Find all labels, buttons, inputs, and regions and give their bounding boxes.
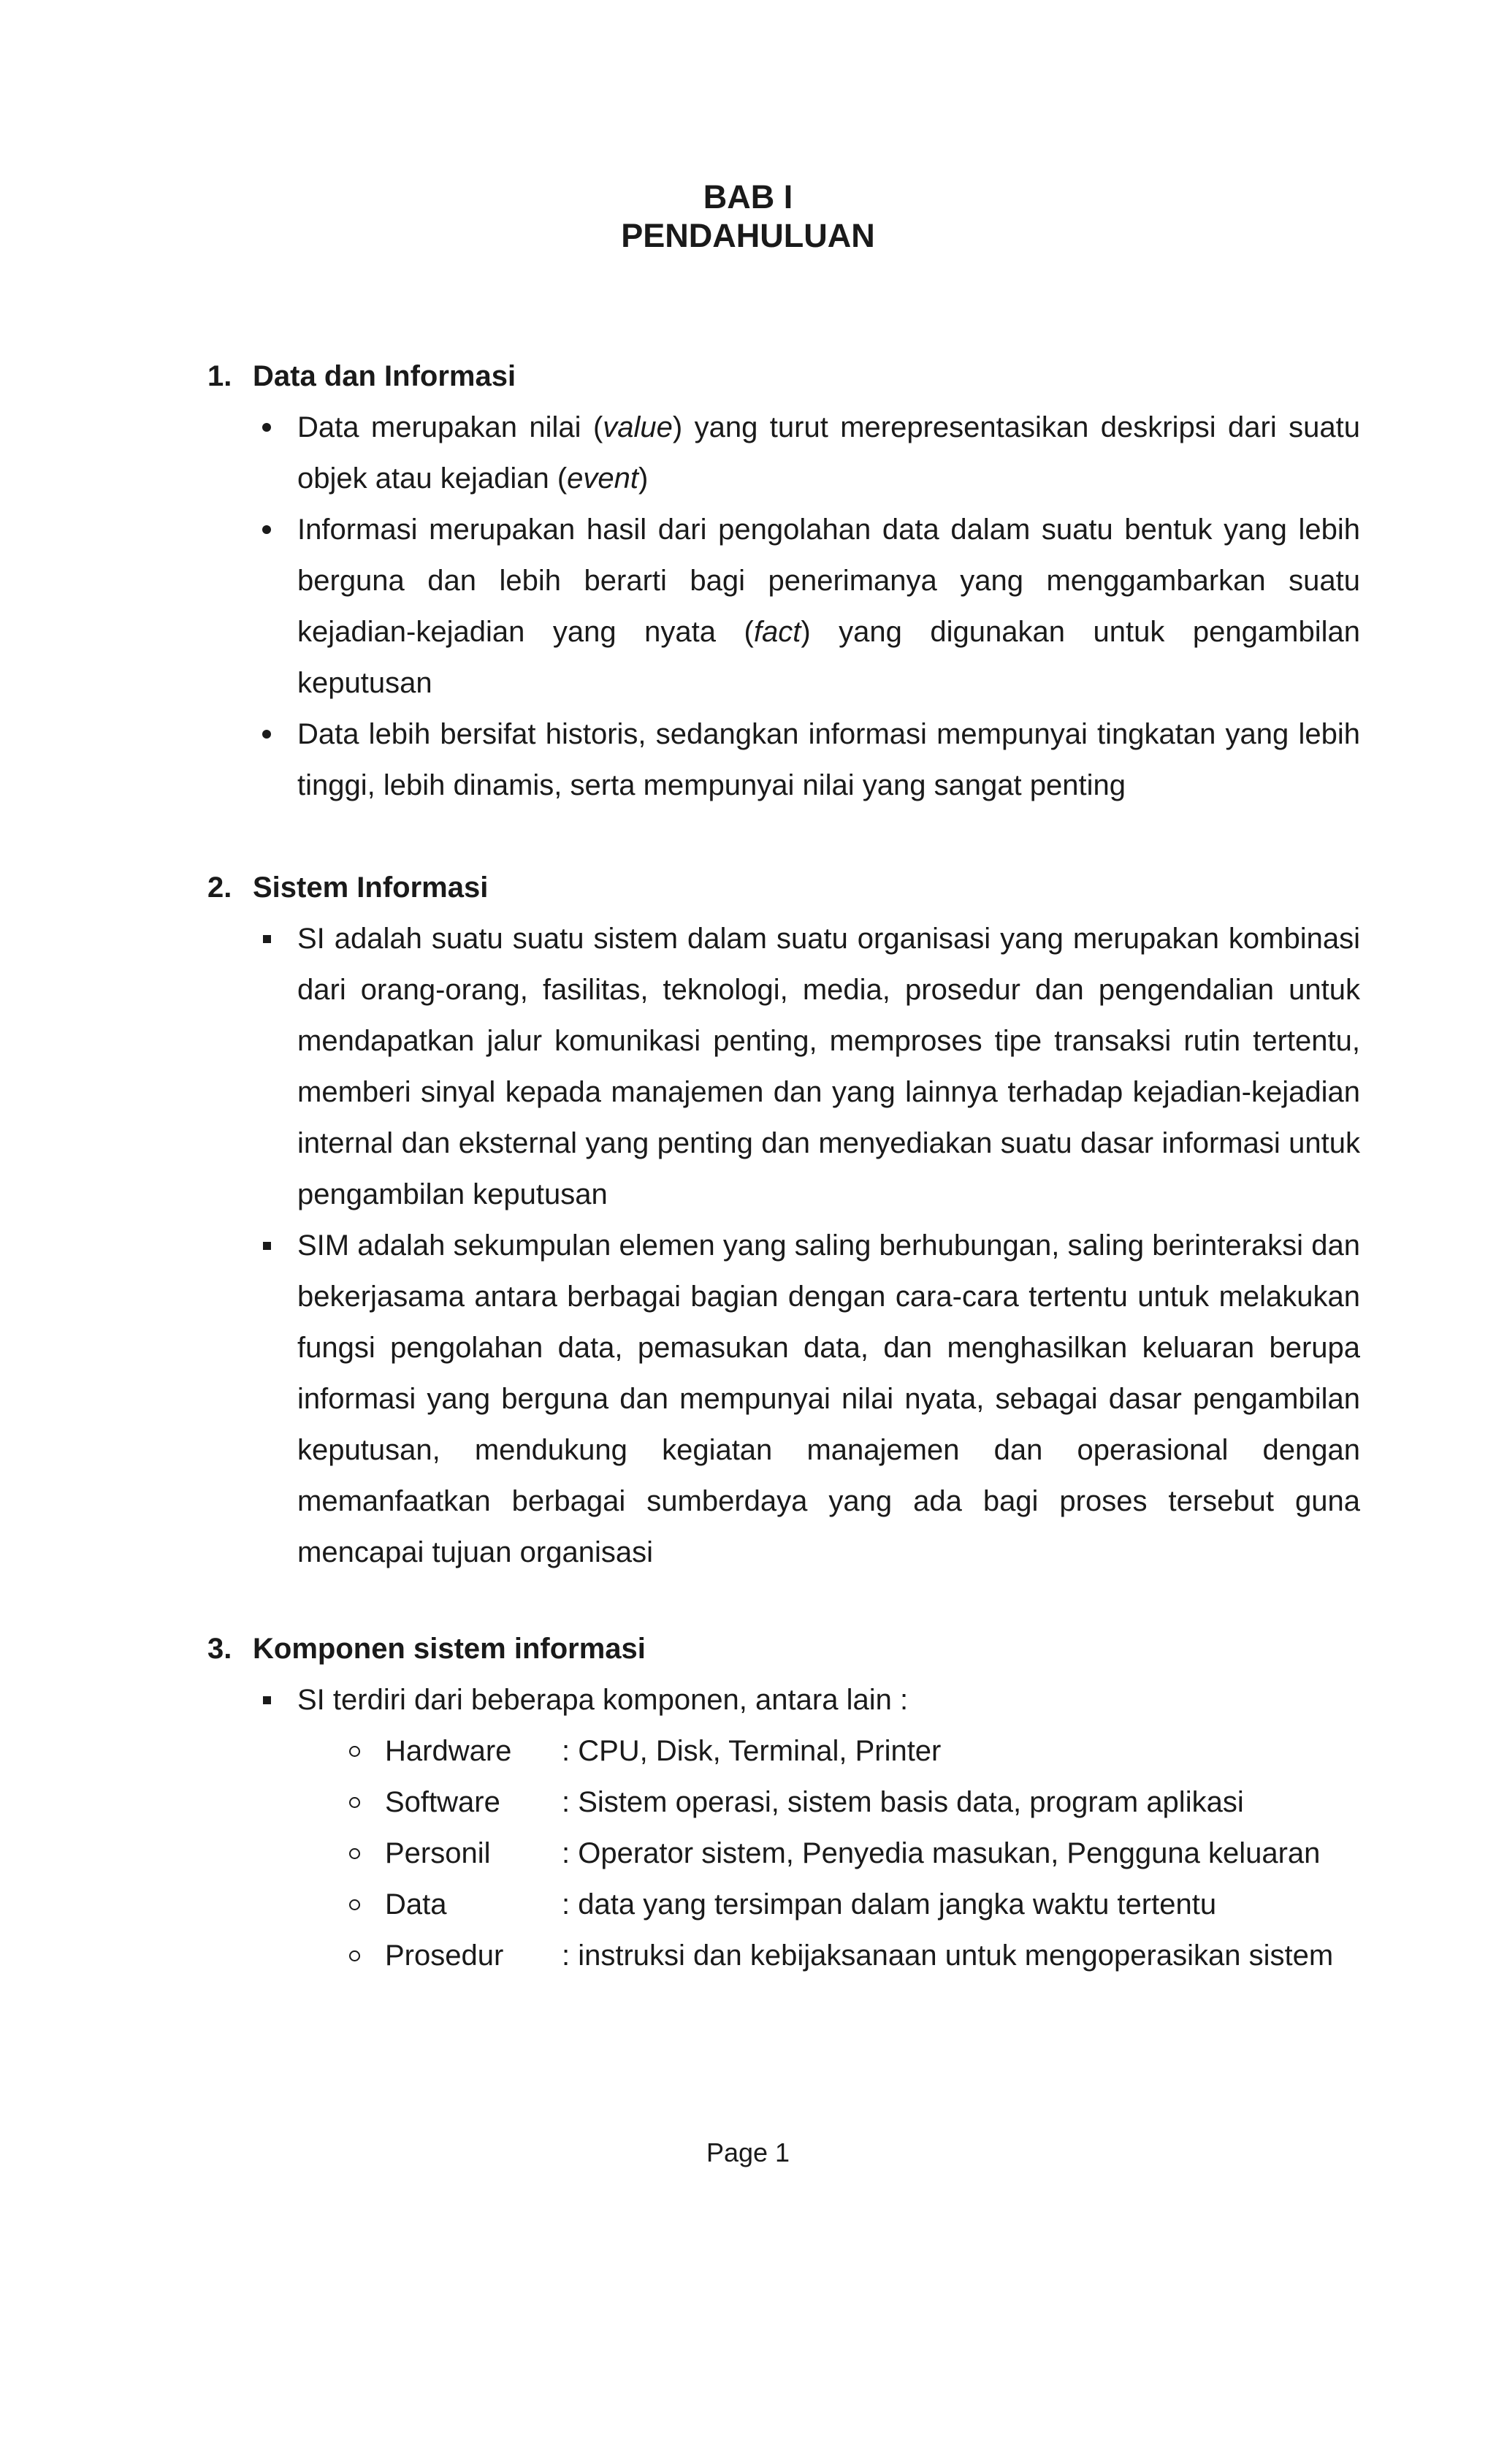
bullet-dot-icon xyxy=(252,504,281,555)
bullet-square-icon xyxy=(252,913,281,964)
component-label: Personil xyxy=(385,1837,491,1869)
bullet-circle-icon xyxy=(340,1725,369,1777)
component-label: Prosedur xyxy=(385,1939,504,1972)
component-row-software xyxy=(385,1777,1244,1828)
component-label: Data xyxy=(385,1888,447,1921)
list-item: SI adalah suatu suatu sistem dalam suatu organisasi yang merupakan kombinasi dari orang-orang, fasilitas, teknologi, media, prosedur dan pengendalian untuk mendapatkan jalur komunikasi penting, memproses tipe transaksi rutin tertentu, memberi sinyal kepada manajemen dan yang lainnya terhadap kejadian-kejadian internal dan eksternal yang penting dan menyediakan suatu dasar informasi untuk pengambilan keputusan xyxy=(297,913,1360,1220)
list-item: SI terdiri dari beberapa komponen, antara lain : xyxy=(297,1674,1360,1725)
section-heading-2 xyxy=(207,869,488,906)
bullet-circle-icon xyxy=(340,1777,369,1828)
component-desc: : CPU, Disk, Terminal, Printer xyxy=(562,1735,942,1767)
component-desc: : instruksi dan kebijaksanaan untuk mengoperasikan sistem xyxy=(562,1939,1334,1972)
section-heading-text: Sistem Informasi xyxy=(253,871,489,904)
component-desc: : Sistem operasi, sistem basis data, program aplikasi xyxy=(562,1786,1244,1818)
section-heading-text: Data dan Informasi xyxy=(253,360,516,392)
component-row-data xyxy=(385,1879,1216,1930)
component-label: Software xyxy=(385,1786,500,1818)
list-item: Data lebih bersifat historis, sedangkan informasi mempunyai tingkatan yang lebih tinggi, lebih dinamis, serta mempunyai nilai yang sangat penting xyxy=(297,709,1360,811)
bullet-square-icon xyxy=(252,1220,281,1271)
bullet-circle-icon xyxy=(340,1828,369,1879)
bullet-square-icon xyxy=(252,1674,281,1725)
chapter-title: PENDAHULUAN xyxy=(621,217,875,254)
list-item: Data merupakan nilai (value) yang turut merepresentasikan deskripsi dari suatu objek atau kejadian (event) xyxy=(297,402,1360,504)
component-desc: : data yang tersimpan dalam jangka waktu tertentu xyxy=(562,1888,1217,1921)
bullet-dot-icon xyxy=(252,402,281,453)
component-row-prosedur xyxy=(385,1930,1333,1981)
section-heading-3 xyxy=(207,1630,646,1667)
section-heading-text: Komponen sistem informasi xyxy=(253,1633,646,1665)
section-heading-1 xyxy=(207,358,516,394)
section-number: 2. xyxy=(207,871,232,904)
list-item: SIM adalah sekumpulan elemen yang saling berhubungan, saling berinteraksi dan bekerjasama antara berbagai bagian dengan cara-cara tertentu untuk melakukan fungsi pengolahan data, pemasukan data, dan menghasilkan keluaran berupa informasi yang berguna dan mempunyai nilai nyata, sebagai dasar pengambilan keputusan, mendukung kegiatan manajemen dan operasional dengan memanfaatkan berbagai sumberdaya yang ada bagi proses tersebut guna mencapai tujuan organisasi xyxy=(297,1220,1360,1578)
page-number: Page 1 xyxy=(706,2137,790,2167)
component-label: Hardware xyxy=(385,1735,512,1767)
bullet-dot-icon xyxy=(252,709,281,760)
section-number: 1. xyxy=(207,360,232,392)
bullet-circle-icon xyxy=(340,1879,369,1930)
component-row-personil xyxy=(385,1828,1320,1879)
chapter-number: BAB I xyxy=(703,178,793,215)
list-item: Informasi merupakan hasil dari pengolahan data dalam suatu bentuk yang lebih berguna dan lebih berarti bagi penerimanya yang menggambarkan suatu kejadian-kejadian yang nyata (fact) yang digunakan untuk pengambilan keputusan xyxy=(297,504,1360,709)
component-row-hardware xyxy=(385,1725,941,1777)
component-desc: : Operator sistem, Penyedia masukan, Pengguna keluaran xyxy=(562,1837,1321,1869)
bullet-circle-icon xyxy=(340,1930,369,1981)
section-number: 3. xyxy=(207,1633,232,1665)
